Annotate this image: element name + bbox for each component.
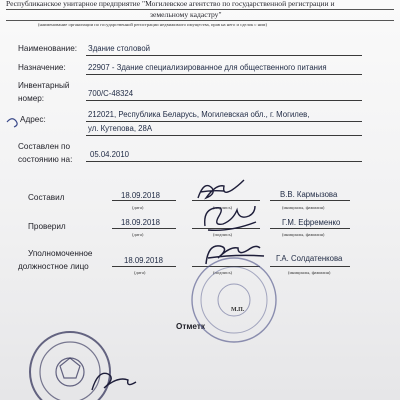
authorized-role-1: Уполномоченное [28, 249, 93, 258]
checked-by-name: Г.М. Ефременко [282, 218, 341, 227]
compiled-by-signature-caption: (подпись) [213, 205, 233, 210]
address-value-1: 212021, Республика Беларусь, Могилевская обл., г. Могилев, [88, 110, 310, 119]
official-round-stamp [192, 258, 276, 342]
compiled-state-value: 05.04.2010 [90, 150, 130, 159]
checked-by-role: Проверил [28, 222, 66, 231]
authorized-role-2: должностное лицо [18, 262, 89, 271]
bottom-seal [30, 332, 110, 400]
org-caption: (наименование организации по государственной регистрации недвижимого имущества, прав на него и сделок с ним) [38, 22, 267, 27]
compiled-by-date: 18.09.2018 [121, 191, 161, 200]
name-label: Наименование: [18, 44, 78, 53]
checked-by-name-caption: (инициалы, фамилия) [282, 232, 325, 237]
notes-partial-heading: Отметк [176, 322, 205, 331]
compiled-by-role: Составил [28, 193, 65, 202]
authorized-signature-caption: (подпись) [213, 270, 233, 275]
authorized-date: 18.09.2018 [124, 256, 164, 265]
name-value: Здание столовой [88, 44, 151, 53]
compiled-by-name-caption: (инициалы, фамилия) [282, 205, 325, 210]
authorized-name-caption: (инициалы, фамилия) [288, 270, 331, 275]
inventory-label-2: номер: [18, 94, 45, 103]
stamp-mp-label: М.П. [231, 307, 245, 313]
org-name-line1: Республиканское унитарное предприятие "Могилевское агентство по государственной регистрации и [6, 0, 335, 8]
compiled-state-label-2: состоянию на: [18, 155, 73, 164]
compiled-by-name: В.В. Кармызова [280, 190, 338, 199]
org-name-line2: земельному кадастру" [150, 10, 222, 19]
signature-1 [198, 180, 244, 198]
purpose-value: 22907 - Здание специализированное для общественного питания [88, 63, 327, 72]
authorized-name: Г.А. Солдатенкова [276, 254, 343, 263]
compiled-state-label-1: Составлен по [18, 142, 71, 151]
address-label: Адрес: [20, 115, 46, 124]
purpose-label: Назначение: [18, 63, 66, 72]
inventory-value: 700/С-48324 [88, 89, 134, 98]
address-value-2: ул. Кутепова, 28А [88, 124, 153, 133]
authorized-date-caption: (дата) [134, 270, 146, 275]
signature-2 [205, 206, 256, 230]
checked-by-signature-caption: (подпись) [213, 232, 233, 237]
inventory-label-1: Инвентарный [18, 81, 70, 90]
checked-by-date-caption: (дата) [132, 232, 144, 237]
address-check-mark [7, 119, 17, 127]
checked-by-date: 18.09.2018 [121, 218, 161, 227]
compiled-by-date-caption: (дата) [132, 205, 144, 210]
signature-3 [206, 246, 264, 264]
